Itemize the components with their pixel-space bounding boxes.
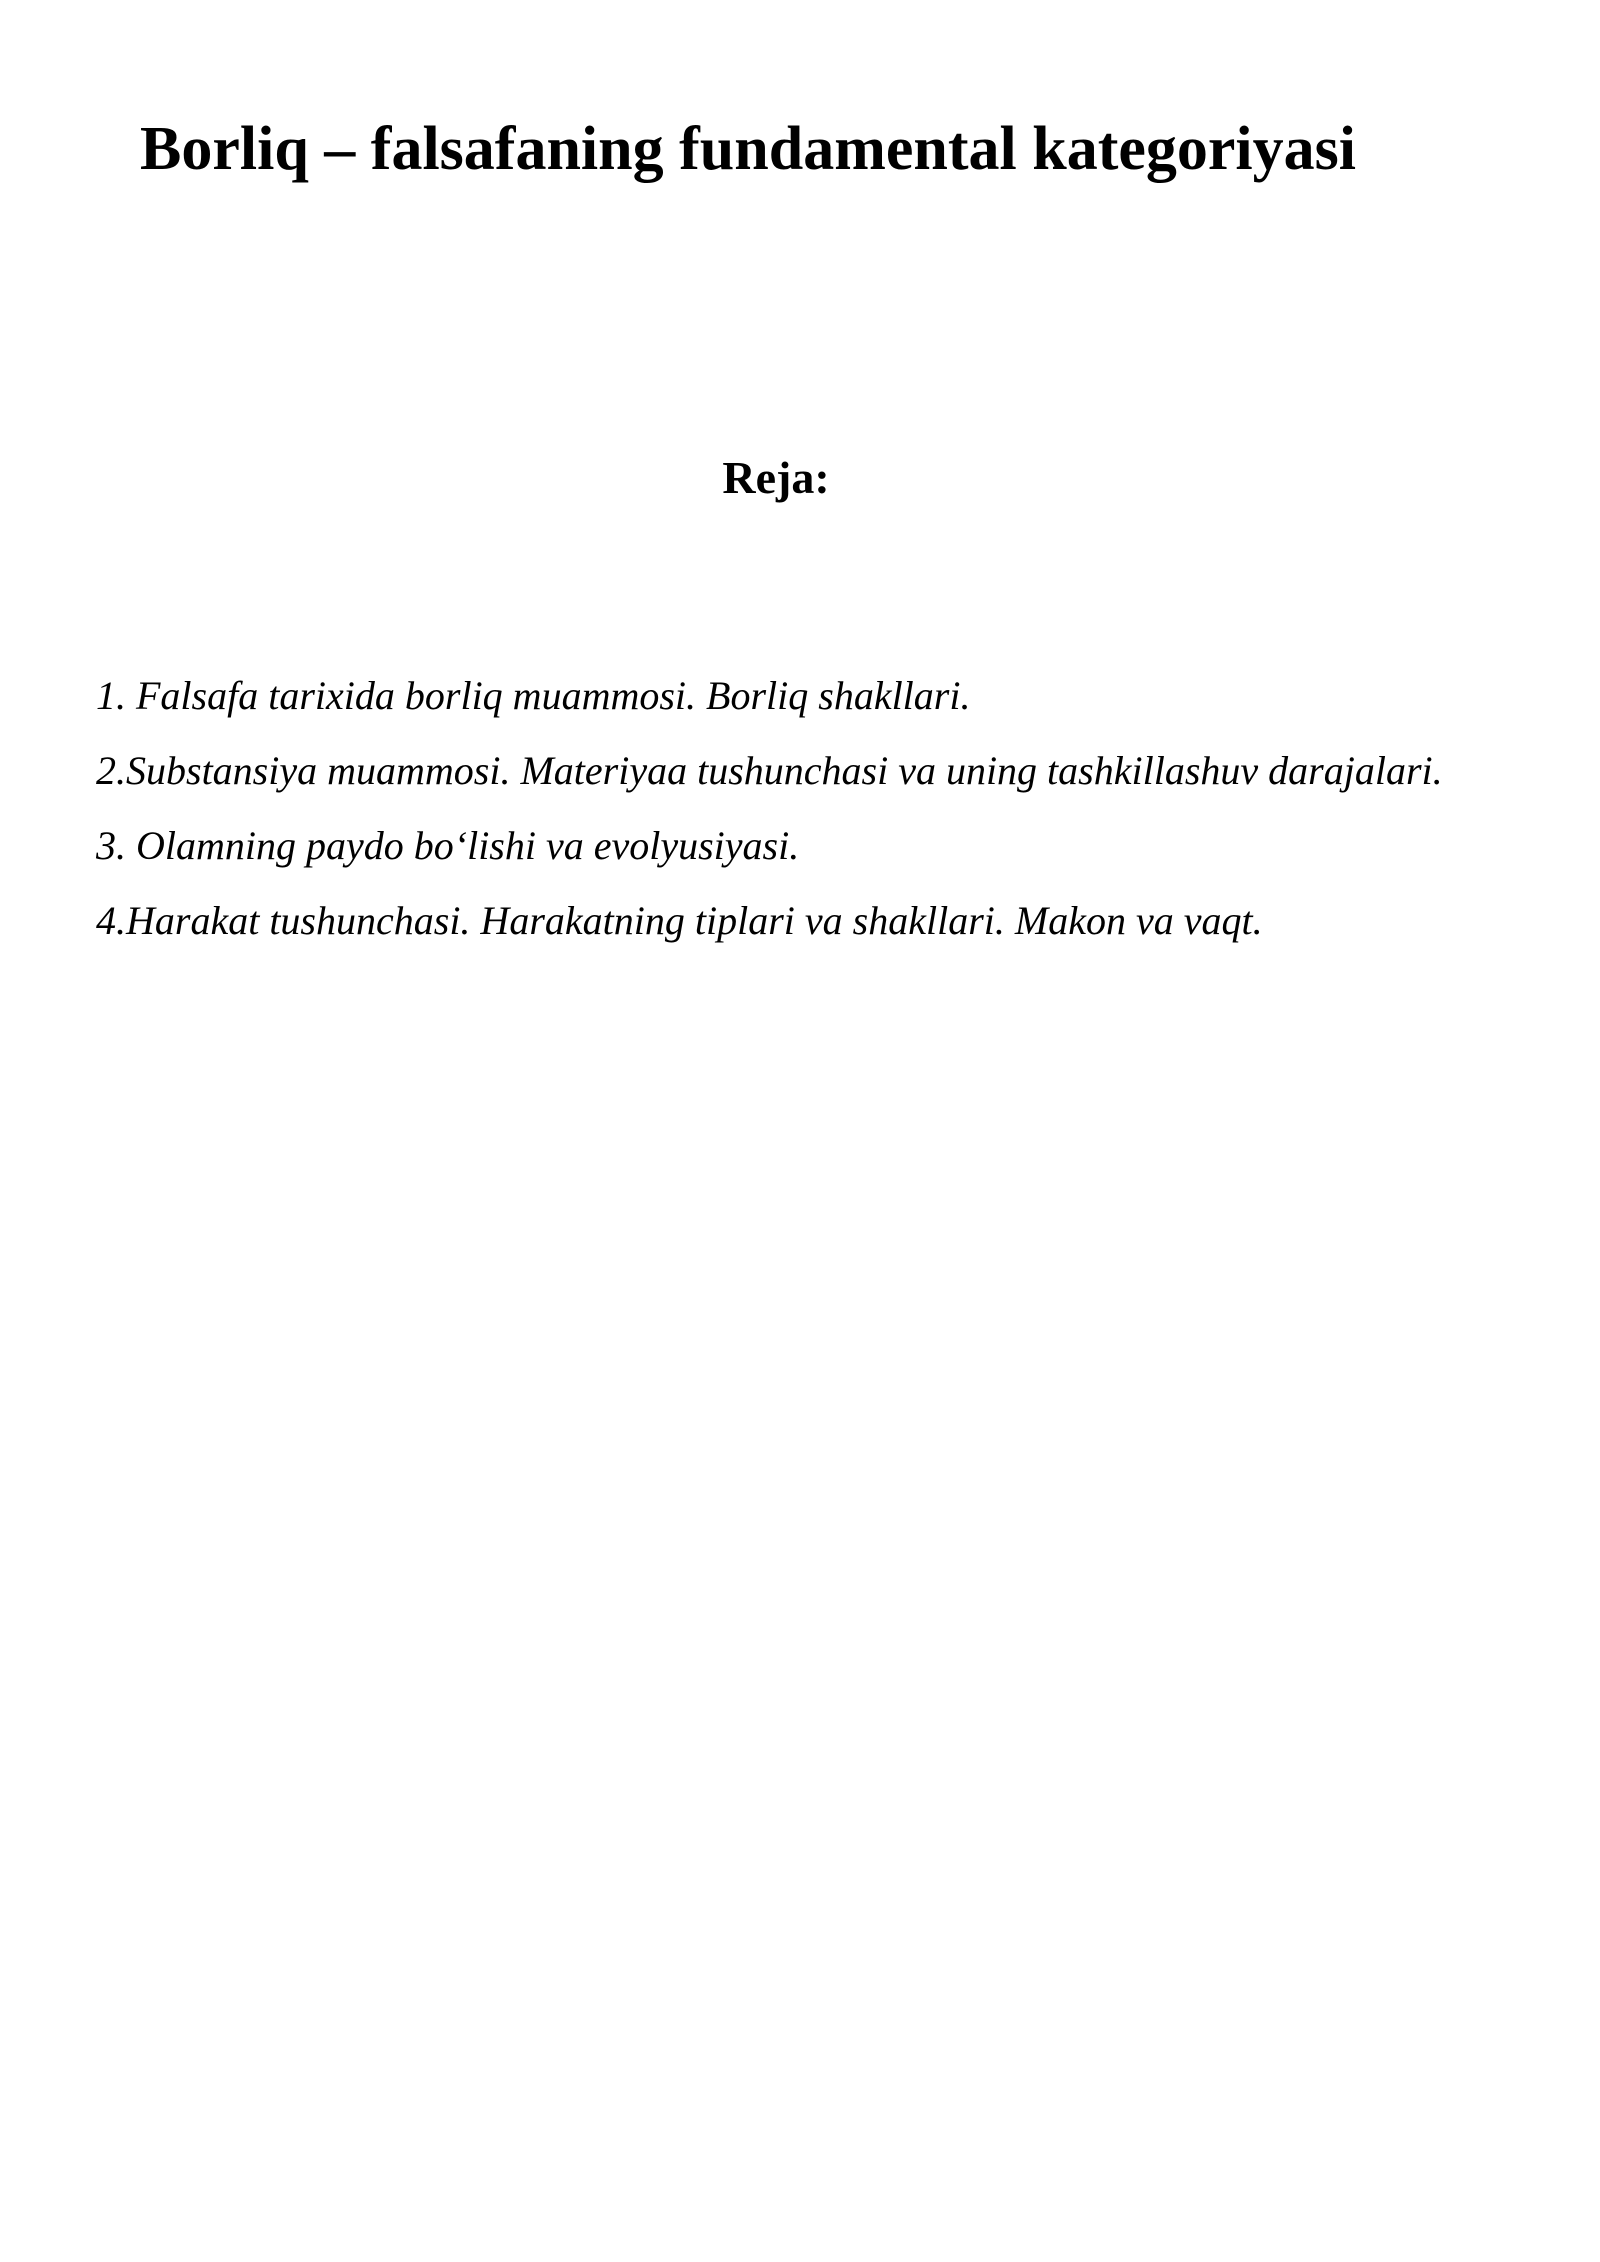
plan-item-2: 2.Substansiya muammosi. Materiyaa tushunchasi va uning tashkillashuv darajalari. bbox=[96, 748, 1443, 793]
plan-item-4: 4.Harakat tushunchasi. Harakatning tiplari va shakllari. Makon va vaqt. bbox=[96, 898, 1263, 943]
document-title: Borliq – falsafaning fundamental kategoriyasi bbox=[140, 115, 1356, 183]
plan-item-1: 1. Falsafa tarixida borliq muammosi. Borliq shakllari. bbox=[96, 673, 971, 718]
plan-item-3: 3. Olamning paydo bo‘lishi va evolyusiyasi. bbox=[96, 823, 800, 868]
plan-list bbox=[96, 658, 1452, 958]
plan-heading: Reja: bbox=[722, 452, 830, 503]
